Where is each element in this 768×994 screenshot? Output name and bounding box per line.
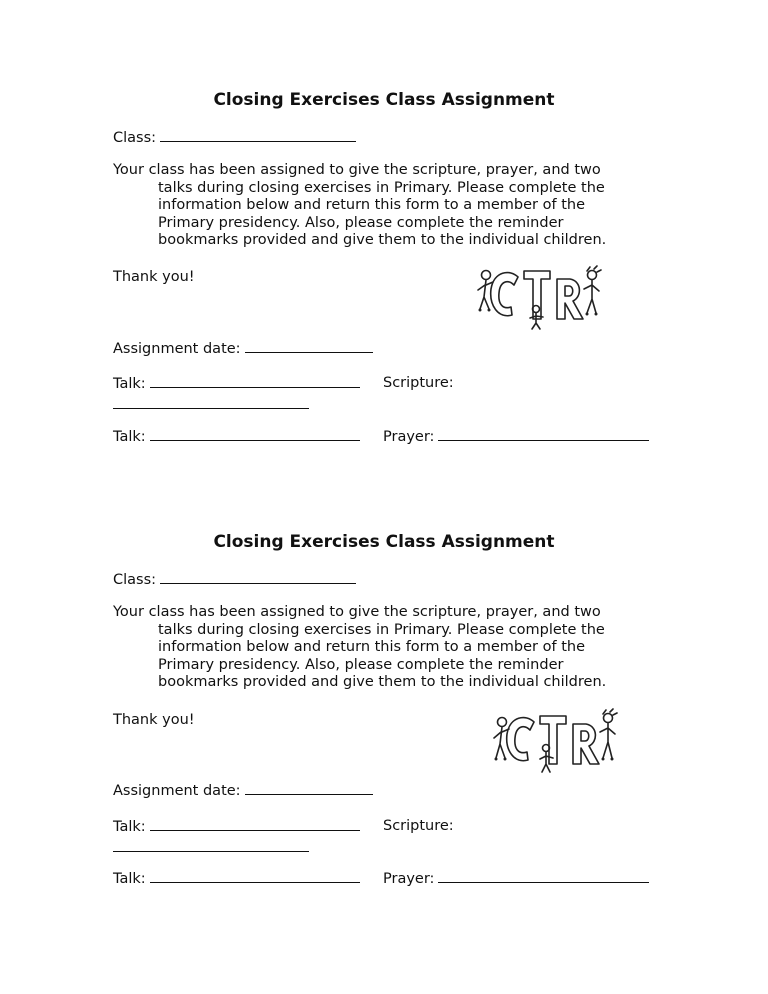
thank-you-text: Thank you! xyxy=(113,712,195,728)
intro-paragraph xyxy=(113,604,643,692)
assignment-date-field xyxy=(113,339,373,358)
intro-line: talks during closing exercises in Primary. Please complete the xyxy=(158,179,605,196)
scripture-label: Scripture: xyxy=(383,818,454,834)
talk-2-blank[interactable] xyxy=(150,869,360,883)
talk-label: Talk: xyxy=(113,376,146,392)
talk-1-blank[interactable] xyxy=(150,374,360,388)
talk-label: Talk: xyxy=(113,429,146,445)
prayer-label: Prayer: xyxy=(383,429,435,445)
prayer-blank[interactable] xyxy=(438,869,649,883)
talk-label: Talk: xyxy=(113,871,146,887)
assignment-form-1 xyxy=(0,0,768,445)
class-label: Class: xyxy=(113,130,157,146)
intro-line: talks during closing exercises in Primary. Please complete the xyxy=(158,621,605,638)
form-title: Closing Exercises Class Assignment xyxy=(213,90,555,110)
intro-line: bookmarks provided and give them to the individual children. xyxy=(158,232,607,248)
talk-1-field xyxy=(113,817,360,836)
talk-2-field xyxy=(113,869,360,888)
class-label: Class: xyxy=(113,572,157,588)
intro-line: information below and return this form to a member of the xyxy=(158,639,586,655)
form-title: Closing Exercises Class Assignment xyxy=(213,532,555,552)
class-blank[interactable] xyxy=(160,570,356,584)
talk-label: Talk: xyxy=(113,819,146,835)
assignment-date-field xyxy=(113,781,373,800)
ctr-logo-image xyxy=(474,263,604,331)
prayer-blank[interactable] xyxy=(438,427,649,441)
intro-paragraph xyxy=(113,162,643,250)
class-field xyxy=(113,128,356,147)
assignment-date-label: Assignment date: xyxy=(113,783,241,799)
talk-1-field xyxy=(113,374,360,393)
intro-line: Your class has been assigned to give the scripture, prayer, and two xyxy=(113,162,601,178)
scripture-field xyxy=(383,817,454,835)
assignment-date-blank[interactable] xyxy=(245,781,373,795)
thank-you-text: Thank you! xyxy=(113,269,195,285)
intro-line: bookmarks provided and give them to the individual children. xyxy=(158,674,607,690)
scripture-label: Scripture: xyxy=(383,375,454,391)
scripture-blank[interactable] xyxy=(113,851,309,852)
assignment-date-label: Assignment date: xyxy=(113,341,241,357)
talk-1-blank[interactable] xyxy=(150,817,360,831)
intro-line: Primary presidency. Also, please complete the reminder xyxy=(158,656,564,673)
prayer-field xyxy=(383,869,649,888)
ctr-logo-image xyxy=(490,708,620,776)
intro-line: Primary presidency. Also, please complete the reminder xyxy=(158,214,564,231)
intro-line: information below and return this form to a member of the xyxy=(158,197,586,213)
class-field xyxy=(113,570,356,589)
talk-2-blank[interactable] xyxy=(150,427,360,441)
class-blank[interactable] xyxy=(160,128,356,142)
prayer-label: Prayer: xyxy=(383,871,435,887)
intro-line: Your class has been assigned to give the scripture, prayer, and two xyxy=(113,604,601,620)
scripture-field xyxy=(383,374,454,392)
scripture-blank[interactable] xyxy=(113,408,309,409)
assignment-date-blank[interactable] xyxy=(245,339,373,353)
assignment-form-2 xyxy=(0,442,768,887)
